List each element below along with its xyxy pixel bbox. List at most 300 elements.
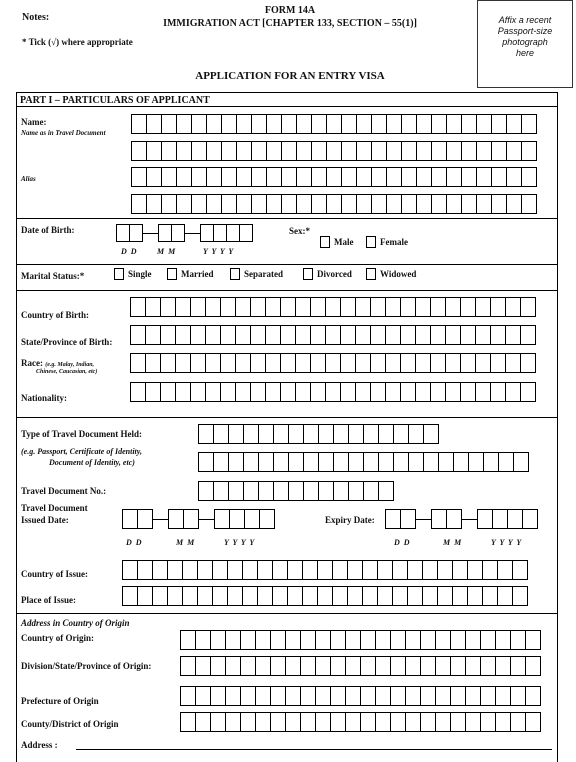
char-box[interactable] (407, 560, 423, 580)
char-box[interactable] (131, 167, 147, 187)
country-birth-input[interactable] (130, 297, 535, 317)
char-box[interactable] (416, 141, 432, 161)
char-box[interactable] (310, 353, 326, 373)
char-box[interactable] (416, 167, 432, 187)
char-box[interactable] (122, 560, 138, 580)
char-box[interactable] (326, 194, 342, 214)
char-box[interactable] (415, 353, 431, 373)
char-box[interactable] (213, 224, 227, 242)
char-box[interactable] (460, 297, 476, 317)
char-box[interactable] (390, 656, 406, 676)
char-box[interactable] (377, 560, 393, 580)
char-box[interactable] (420, 630, 436, 650)
char-box[interactable] (137, 560, 153, 580)
sex-male-option[interactable] (320, 236, 354, 248)
char-box[interactable] (507, 509, 523, 529)
char-box[interactable] (371, 194, 387, 214)
char-box[interactable] (363, 481, 379, 501)
char-box[interactable] (513, 452, 529, 472)
char-box[interactable] (330, 630, 346, 650)
char-box[interactable] (480, 686, 496, 706)
char-box[interactable] (250, 382, 266, 402)
char-box[interactable] (371, 114, 387, 134)
char-box[interactable] (250, 297, 266, 317)
country-issue-input[interactable] (122, 560, 527, 580)
char-box[interactable] (130, 382, 146, 402)
char-box[interactable] (206, 141, 222, 161)
char-box[interactable] (497, 560, 513, 580)
char-box[interactable] (190, 353, 206, 373)
char-box[interactable] (333, 481, 349, 501)
char-box[interactable] (272, 560, 288, 580)
char-box[interactable] (250, 325, 266, 345)
char-box[interactable] (175, 325, 191, 345)
char-box[interactable] (228, 452, 244, 472)
char-box[interactable] (300, 686, 316, 706)
char-box[interactable] (273, 481, 289, 501)
char-box[interactable] (333, 452, 349, 472)
name-row-2[interactable] (131, 141, 536, 161)
char-box[interactable] (281, 167, 297, 187)
char-box[interactable] (400, 382, 416, 402)
char-box[interactable] (490, 297, 506, 317)
char-box[interactable] (161, 167, 177, 187)
char-box[interactable] (130, 297, 146, 317)
char-box[interactable] (273, 452, 289, 472)
char-box[interactable] (375, 686, 391, 706)
char-box[interactable] (461, 194, 477, 214)
widowed-checkbox[interactable] (366, 268, 376, 280)
char-box[interactable] (371, 167, 387, 187)
char-box[interactable] (161, 141, 177, 161)
char-box[interactable] (251, 114, 267, 134)
char-box[interactable] (300, 630, 316, 650)
char-box[interactable] (145, 325, 161, 345)
char-box[interactable] (210, 630, 226, 650)
char-box[interactable] (210, 686, 226, 706)
char-box[interactable] (415, 325, 431, 345)
married-checkbox[interactable] (167, 268, 177, 280)
char-box[interactable] (520, 382, 536, 402)
char-box[interactable] (225, 712, 241, 732)
char-box[interactable] (310, 297, 326, 317)
char-box[interactable] (130, 353, 146, 373)
char-box[interactable] (400, 353, 416, 373)
char-box[interactable] (167, 560, 183, 580)
char-box[interactable] (195, 630, 211, 650)
char-box[interactable] (220, 297, 236, 317)
char-box[interactable] (213, 424, 229, 444)
char-box[interactable] (325, 297, 341, 317)
char-box[interactable] (407, 586, 423, 606)
char-box[interactable] (446, 167, 462, 187)
char-box[interactable] (258, 481, 274, 501)
char-box[interactable] (476, 194, 492, 214)
char-box[interactable] (236, 141, 252, 161)
char-box[interactable] (370, 353, 386, 373)
char-box[interactable] (400, 509, 416, 529)
char-box[interactable] (220, 382, 236, 402)
char-box[interactable] (285, 656, 301, 676)
char-box[interactable] (212, 586, 228, 606)
char-box[interactable] (182, 560, 198, 580)
char-box[interactable] (386, 194, 402, 214)
state-birth-input[interactable] (130, 325, 535, 345)
char-box[interactable] (213, 452, 229, 472)
char-box[interactable] (450, 656, 466, 676)
char-box[interactable] (445, 382, 461, 402)
char-box[interactable] (405, 686, 421, 706)
char-box[interactable] (190, 325, 206, 345)
char-box[interactable] (325, 325, 341, 345)
char-box[interactable] (437, 560, 453, 580)
char-box[interactable] (221, 141, 237, 161)
char-box[interactable] (325, 353, 341, 373)
char-box[interactable] (182, 586, 198, 606)
char-box[interactable] (416, 114, 432, 134)
char-box[interactable] (408, 424, 424, 444)
char-box[interactable] (310, 325, 326, 345)
char-box[interactable] (226, 224, 240, 242)
char-box[interactable] (122, 509, 138, 529)
char-box[interactable] (296, 167, 312, 187)
char-box[interactable] (160, 325, 176, 345)
char-box[interactable] (460, 325, 476, 345)
char-box[interactable] (255, 712, 271, 732)
char-box[interactable] (240, 712, 256, 732)
char-box[interactable] (160, 297, 176, 317)
char-box[interactable] (270, 656, 286, 676)
char-box[interactable] (225, 630, 241, 650)
char-box[interactable] (475, 382, 491, 402)
char-box[interactable] (420, 656, 436, 676)
char-box[interactable] (288, 481, 304, 501)
char-box[interactable] (477, 509, 493, 529)
char-box[interactable] (525, 712, 541, 732)
alias-row-1[interactable] (131, 167, 536, 187)
char-box[interactable] (255, 686, 271, 706)
char-box[interactable] (257, 560, 273, 580)
char-box[interactable] (287, 560, 303, 580)
char-box[interactable] (495, 712, 511, 732)
char-box[interactable] (520, 297, 536, 317)
char-box[interactable] (386, 114, 402, 134)
char-box[interactable] (452, 560, 468, 580)
char-box[interactable] (490, 382, 506, 402)
division-input[interactable] (180, 656, 540, 676)
char-box[interactable] (505, 382, 521, 402)
char-box[interactable] (348, 481, 364, 501)
char-box[interactable] (510, 656, 526, 676)
char-box[interactable] (146, 194, 162, 214)
char-box[interactable] (206, 167, 222, 187)
char-box[interactable] (392, 586, 408, 606)
char-box[interactable] (360, 630, 376, 650)
char-box[interactable] (183, 509, 199, 529)
char-box[interactable] (311, 167, 327, 187)
char-box[interactable] (435, 712, 451, 732)
char-box[interactable] (491, 114, 507, 134)
char-box[interactable] (465, 712, 481, 732)
char-box[interactable] (225, 656, 241, 676)
char-box[interactable] (235, 382, 251, 402)
address-line[interactable] (76, 749, 552, 750)
char-box[interactable] (495, 656, 511, 676)
char-box[interactable] (176, 194, 192, 214)
char-box[interactable] (405, 656, 421, 676)
char-box[interactable] (356, 194, 372, 214)
char-box[interactable] (131, 194, 147, 214)
male-checkbox[interactable] (320, 236, 330, 248)
char-box[interactable] (347, 586, 363, 606)
char-box[interactable] (506, 114, 522, 134)
char-box[interactable] (505, 297, 521, 317)
char-box[interactable] (257, 586, 273, 606)
char-box[interactable] (363, 452, 379, 472)
char-box[interactable] (415, 297, 431, 317)
char-box[interactable] (146, 167, 162, 187)
char-box[interactable] (393, 424, 409, 444)
char-box[interactable] (490, 325, 506, 345)
char-box[interactable] (482, 586, 498, 606)
char-box[interactable] (311, 114, 327, 134)
char-box[interactable] (506, 194, 522, 214)
char-box[interactable] (300, 712, 316, 732)
char-box[interactable] (495, 630, 511, 650)
char-box[interactable] (288, 452, 304, 472)
char-box[interactable] (330, 686, 346, 706)
char-box[interactable] (213, 481, 229, 501)
char-box[interactable] (326, 167, 342, 187)
char-box[interactable] (491, 167, 507, 187)
char-box[interactable] (370, 325, 386, 345)
char-box[interactable] (270, 686, 286, 706)
char-box[interactable] (360, 712, 376, 732)
char-box[interactable] (341, 194, 357, 214)
char-box[interactable] (242, 586, 258, 606)
char-box[interactable] (303, 481, 319, 501)
char-box[interactable] (506, 167, 522, 187)
char-box[interactable] (225, 686, 241, 706)
char-box[interactable] (415, 382, 431, 402)
char-box[interactable] (295, 382, 311, 402)
char-box[interactable] (176, 114, 192, 134)
char-box[interactable] (400, 325, 416, 345)
char-box[interactable] (482, 560, 498, 580)
char-box[interactable] (505, 353, 521, 373)
char-box[interactable] (332, 586, 348, 606)
char-box[interactable] (116, 224, 130, 242)
char-box[interactable] (401, 114, 417, 134)
char-box[interactable] (450, 686, 466, 706)
char-box[interactable] (131, 114, 147, 134)
char-box[interactable] (325, 382, 341, 402)
char-box[interactable] (197, 560, 213, 580)
char-box[interactable] (422, 560, 438, 580)
char-box[interactable] (356, 114, 372, 134)
char-box[interactable] (176, 167, 192, 187)
char-box[interactable] (420, 712, 436, 732)
char-box[interactable] (385, 382, 401, 402)
marital-married[interactable] (167, 268, 213, 280)
char-box[interactable] (303, 452, 319, 472)
char-box[interactable] (431, 509, 447, 529)
char-box[interactable] (475, 297, 491, 317)
char-box[interactable] (345, 712, 361, 732)
char-box[interactable] (362, 560, 378, 580)
name-row-1[interactable] (131, 114, 536, 134)
char-box[interactable] (195, 656, 211, 676)
char-box[interactable] (280, 353, 296, 373)
char-box[interactable] (461, 114, 477, 134)
char-box[interactable] (272, 586, 288, 606)
char-box[interactable] (129, 224, 143, 242)
char-box[interactable] (198, 424, 214, 444)
char-box[interactable] (460, 382, 476, 402)
char-box[interactable] (175, 297, 191, 317)
char-box[interactable] (229, 509, 245, 529)
char-box[interactable] (341, 114, 357, 134)
marital-separated[interactable] (230, 268, 283, 280)
char-box[interactable] (295, 353, 311, 373)
char-box[interactable] (377, 586, 393, 606)
char-box[interactable] (258, 424, 274, 444)
char-box[interactable] (210, 656, 226, 676)
char-box[interactable] (176, 141, 192, 161)
char-box[interactable] (255, 630, 271, 650)
char-box[interactable] (438, 452, 454, 472)
char-box[interactable] (255, 656, 271, 676)
char-box[interactable] (310, 382, 326, 402)
divorced-checkbox[interactable] (303, 268, 313, 280)
char-box[interactable] (315, 712, 331, 732)
char-box[interactable] (512, 560, 528, 580)
char-box[interactable] (375, 630, 391, 650)
char-box[interactable] (236, 167, 252, 187)
char-box[interactable] (243, 424, 259, 444)
char-box[interactable] (191, 141, 207, 161)
char-box[interactable] (480, 630, 496, 650)
char-box[interactable] (371, 141, 387, 161)
char-box[interactable] (160, 353, 176, 373)
char-box[interactable] (239, 224, 253, 242)
char-box[interactable] (235, 325, 251, 345)
char-box[interactable] (378, 452, 394, 472)
alias-row-2[interactable] (131, 194, 536, 214)
char-box[interactable] (221, 167, 237, 187)
char-box[interactable] (355, 382, 371, 402)
char-box[interactable] (430, 297, 446, 317)
char-box[interactable] (191, 167, 207, 187)
char-box[interactable] (491, 194, 507, 214)
char-box[interactable] (205, 382, 221, 402)
char-box[interactable] (445, 353, 461, 373)
char-box[interactable] (521, 167, 537, 187)
char-box[interactable] (205, 325, 221, 345)
char-box[interactable] (348, 452, 364, 472)
char-box[interactable] (315, 656, 331, 676)
char-box[interactable] (285, 630, 301, 650)
char-box[interactable] (362, 586, 378, 606)
char-box[interactable] (311, 141, 327, 161)
char-box[interactable] (326, 141, 342, 161)
char-box[interactable] (265, 382, 281, 402)
char-box[interactable] (265, 353, 281, 373)
char-box[interactable] (445, 297, 461, 317)
char-box[interactable] (431, 114, 447, 134)
female-checkbox[interactable] (366, 236, 376, 248)
char-box[interactable] (356, 141, 372, 161)
travel-type-row-2[interactable] (198, 452, 528, 472)
char-box[interactable] (435, 656, 451, 676)
char-box[interactable] (281, 194, 297, 214)
char-box[interactable] (318, 424, 334, 444)
char-box[interactable] (266, 167, 282, 187)
char-box[interactable] (146, 114, 162, 134)
issued-date-input[interactable] (122, 509, 274, 529)
char-box[interactable] (521, 114, 537, 134)
char-box[interactable] (280, 325, 296, 345)
char-box[interactable] (505, 325, 521, 345)
char-box[interactable] (385, 353, 401, 373)
char-box[interactable] (401, 141, 417, 161)
char-box[interactable] (431, 141, 447, 161)
char-box[interactable] (347, 560, 363, 580)
county-input[interactable] (180, 712, 540, 732)
char-box[interactable] (465, 656, 481, 676)
char-box[interactable] (315, 630, 331, 650)
char-box[interactable] (461, 167, 477, 187)
char-box[interactable] (180, 656, 196, 676)
char-box[interactable] (131, 141, 147, 161)
char-box[interactable] (435, 686, 451, 706)
char-box[interactable] (281, 114, 297, 134)
char-box[interactable] (408, 452, 424, 472)
char-box[interactable] (476, 167, 492, 187)
char-box[interactable] (390, 712, 406, 732)
char-box[interactable] (355, 325, 371, 345)
char-box[interactable] (240, 686, 256, 706)
char-box[interactable] (300, 656, 316, 676)
char-box[interactable] (360, 686, 376, 706)
char-box[interactable] (317, 560, 333, 580)
char-box[interactable] (405, 630, 421, 650)
char-box[interactable] (430, 382, 446, 402)
char-box[interactable] (345, 656, 361, 676)
char-box[interactable] (175, 382, 191, 402)
char-box[interactable] (506, 141, 522, 161)
char-box[interactable] (220, 353, 236, 373)
char-box[interactable] (288, 424, 304, 444)
char-box[interactable] (161, 194, 177, 214)
char-box[interactable] (512, 586, 528, 606)
char-box[interactable] (341, 141, 357, 161)
char-box[interactable] (251, 141, 267, 161)
char-box[interactable] (137, 509, 153, 529)
char-box[interactable] (145, 297, 161, 317)
char-box[interactable] (340, 382, 356, 402)
char-box[interactable] (285, 686, 301, 706)
char-box[interactable] (483, 452, 499, 472)
char-box[interactable] (522, 509, 538, 529)
char-box[interactable] (405, 712, 421, 732)
char-box[interactable] (145, 382, 161, 402)
char-box[interactable] (171, 224, 185, 242)
char-box[interactable] (480, 656, 496, 676)
char-box[interactable] (467, 560, 483, 580)
expiry-date-input[interactable] (385, 509, 537, 529)
char-box[interactable] (495, 686, 511, 706)
